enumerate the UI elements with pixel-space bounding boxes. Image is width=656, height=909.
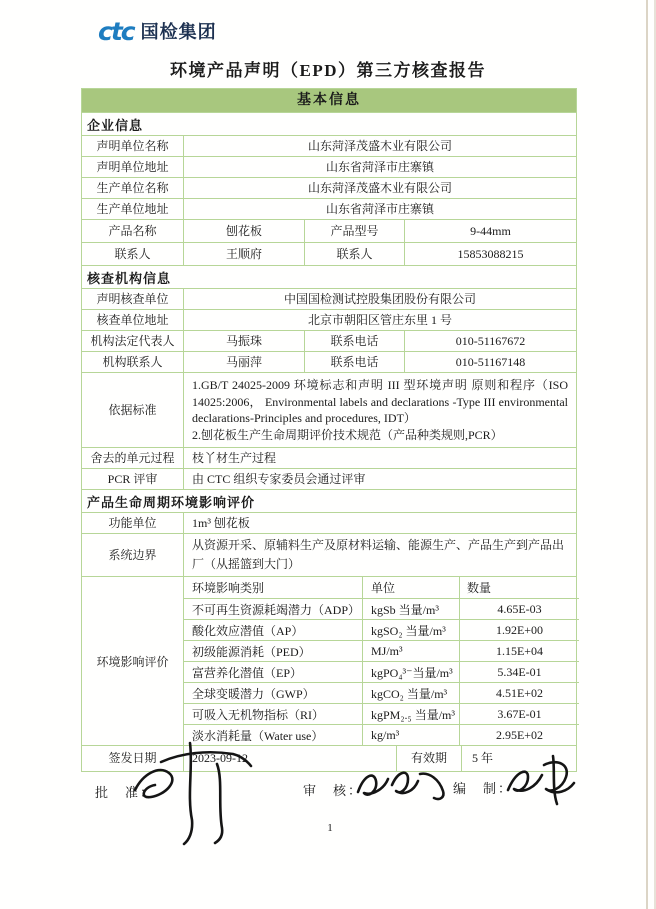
impact-assessment-block — [82, 576, 576, 745]
field-label: 机构法定代表人 — [90, 333, 175, 348]
impact-category: 富营养化潜值（EP） — [192, 665, 303, 680]
field-value: 由 CTC 组织专家委员会通过评审 — [183, 469, 576, 489]
production-unit-address-row — [82, 198, 576, 219]
field-label: 联系电话 — [304, 331, 404, 351]
field-value: 刨花板 — [183, 220, 304, 242]
field-label: 产品名称 — [108, 223, 157, 238]
production-unit-name-row — [82, 177, 576, 198]
impact-quantity: 4.65E-03 — [459, 599, 579, 619]
impact-row-ri — [184, 703, 579, 724]
impact-unit: kgPO₄³⁻当量/m³ — [362, 662, 459, 682]
column-header: 单位 — [362, 577, 459, 598]
field-label: 机构联系人 — [102, 354, 163, 369]
enterprise-contact-row — [82, 242, 576, 265]
column-header: 环境影响类别 — [192, 581, 265, 595]
review-label: 审 核： — [303, 783, 364, 798]
field-value: 王顺府 — [183, 243, 304, 265]
enterprise-section-header-row — [82, 112, 576, 135]
field-value: 中国国检测试控股集团股份有限公司 — [183, 289, 576, 309]
verifier-address-row — [82, 309, 576, 330]
scan-edge-line — [646, 0, 648, 909]
field-label: 核查单位地址 — [96, 312, 169, 327]
field-label: 功能单位 — [108, 515, 157, 530]
field-value: 北京市朝阳区管庄东里 1 号 — [183, 310, 576, 330]
impact-header-row — [184, 577, 579, 598]
field-label: 有效期 — [396, 746, 461, 771]
field-value: 山东省菏泽市庄寨镇 — [183, 157, 576, 177]
impact-quantity: 3.67E-01 — [459, 704, 579, 724]
field-value: 15853088215 — [404, 243, 576, 265]
standard-text — [183, 373, 576, 447]
ctc-logo-name: 国检集团 — [140, 22, 217, 43]
standard-item-2: 2.刨花板生产生命周期评价技术规范（产品种类规则,PCR） — [192, 427, 503, 442]
field-value: 9-44mm — [404, 220, 576, 242]
impact-unit: kgSb 当量/m³ — [362, 599, 459, 619]
impact-table — [183, 577, 579, 745]
field-label: 声明单位名称 — [96, 138, 169, 153]
standard-item-1: 1.GB/T 24025-2009 环境标志和声明 III 型环境声明 原则和程序（ISO 14025:2006， Environmental labels and declarations -Type III environmental declarations-Principles and procedures, IDT） — [192, 378, 568, 425]
field-label: 声明核查单位 — [96, 291, 169, 306]
verifier-unit-row — [82, 288, 576, 309]
impact-category: 初级能源消耗（PED） — [192, 644, 311, 659]
impact-row-ep — [184, 661, 579, 682]
declaring-unit-name-row — [82, 135, 576, 156]
lca-section-header-row — [82, 489, 576, 512]
impact-category: 酸化效应潜值（AP） — [192, 623, 304, 638]
impact-quantity: 4.51E+02 — [459, 683, 579, 703]
field-label: 声明单位地址 — [96, 159, 169, 174]
report-title: 环境产品声明（EPD）第三方核查报告 — [170, 61, 486, 80]
field-label: 生产单位地址 — [96, 201, 169, 216]
validity-value: 5 年 — [461, 746, 576, 771]
impact-category: 不可再生资源耗竭潜力（ADP） — [192, 602, 361, 617]
field-value: 山东菏泽茂盛木业有限公司 — [183, 136, 576, 156]
approve-label: 批 准： — [95, 785, 156, 800]
section-header: 核查机构信息 — [87, 270, 172, 286]
impact-label: 环境影响评价 — [96, 654, 169, 669]
section-header: 产品生命周期环境影响评价 — [87, 494, 256, 510]
verifier-section-header-row — [82, 265, 576, 288]
column-header: 数量 — [459, 577, 579, 598]
impact-row-adp — [184, 598, 579, 619]
issue-date-value: 2023-09-12 — [183, 746, 396, 771]
impact-row-ap — [184, 619, 579, 640]
impact-category: 全球变暖潜力（GWP） — [192, 686, 315, 701]
basic-info-table — [81, 88, 577, 772]
system-boundary-row — [82, 533, 576, 576]
prepare-signature — [501, 750, 581, 808]
field-value: 山东省菏泽市庄寨镇 — [183, 199, 576, 219]
field-label: 依据标准 — [108, 402, 157, 417]
signature-block — [81, 768, 577, 858]
impact-unit: kgSO₂ 当量/m³ — [362, 620, 459, 640]
field-label: 签发日期 — [108, 751, 157, 766]
field-label: 联系电话 — [304, 352, 404, 372]
product-row — [82, 219, 576, 242]
impact-quantity: 1.92E+00 — [459, 620, 579, 640]
impact-category: 淡水消耗量（Water use） — [192, 728, 324, 743]
impact-category: 可吸入无机物指标（RI） — [192, 707, 325, 722]
field-label: 联系人 — [114, 246, 151, 261]
impact-unit: kgCO₂ 当量/m³ — [362, 683, 459, 703]
omitted-process-row — [82, 447, 576, 468]
impact-quantity: 2.95E+02 — [459, 725, 579, 745]
functional-unit-row — [82, 512, 576, 533]
banner-basic-info: 基本信息 — [82, 89, 576, 112]
declaring-unit-address-row — [82, 156, 576, 177]
ctc-logo-mark: ctc — [98, 16, 134, 46]
field-value: 马振珠 — [183, 331, 304, 351]
field-label: 生产单位名称 — [96, 180, 169, 195]
review-signature — [353, 760, 449, 808]
impact-unit: kg/m³ — [362, 725, 459, 745]
impact-quantity: 1.15E+04 — [459, 641, 579, 661]
impact-row-gwp — [184, 682, 579, 703]
impact-quantity: 5.34E-01 — [459, 662, 579, 682]
section-header: 企业信息 — [87, 117, 144, 133]
pcr-review-row — [82, 468, 576, 489]
field-label: 舍去的单元过程 — [90, 450, 175, 465]
legal-representative-row — [82, 330, 576, 351]
ctc-logo — [98, 18, 217, 44]
field-value: 1m³ 刨花板 — [183, 513, 576, 533]
prepare-label: 编 制： — [453, 781, 514, 796]
field-value: 010-51167148 — [404, 352, 576, 372]
field-label: PCR 评审 — [107, 471, 158, 486]
impact-unit: MJ/m³ — [362, 641, 459, 661]
field-label: 产品型号 — [304, 220, 404, 242]
impact-unit: kgPM₂.₅ 当量/m³ — [362, 704, 459, 724]
field-value: 山东菏泽茂盛木业有限公司 — [183, 178, 576, 198]
field-value: 枝丫材生产过程 — [183, 448, 576, 468]
verifier-contact-row — [82, 351, 576, 372]
field-label: 系统边界 — [108, 547, 157, 562]
standard-row — [82, 372, 576, 447]
field-value: 马丽萍 — [183, 352, 304, 372]
field-value: 010-51167672 — [404, 331, 576, 351]
field-value: 从资源开采、原辅料生产及原材料运输、能源生产、产品生产到产品出厂（从摇篮到大门） — [183, 534, 576, 576]
impact-row-ped — [184, 640, 579, 661]
field-label: 联系人 — [304, 243, 404, 265]
page-number: 1 — [327, 822, 333, 834]
